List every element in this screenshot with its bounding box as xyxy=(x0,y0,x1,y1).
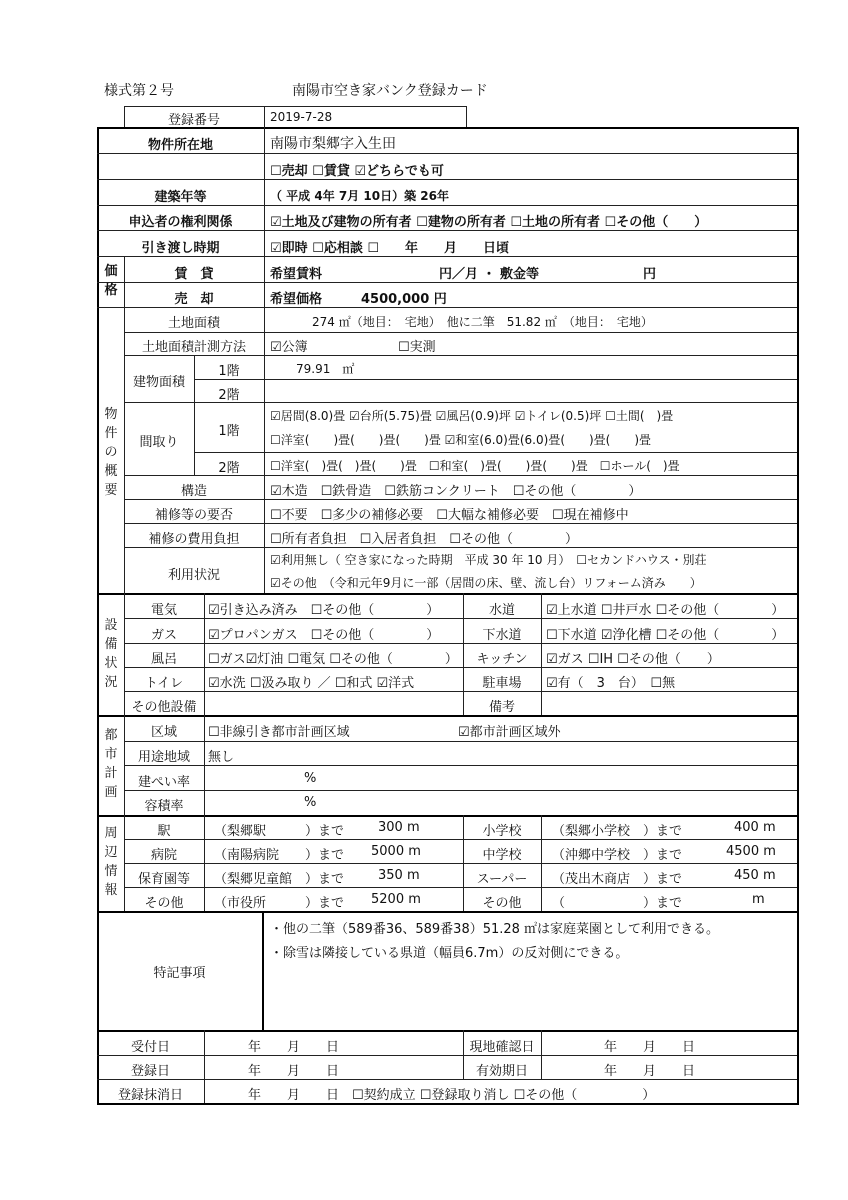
water-value: ☑上水道 ☐井戸水 ☐その他（ ） xyxy=(546,603,785,618)
surround-label: 小学校 xyxy=(482,824,522,839)
zone-value-1: ☐非線引き都市計画区域 xyxy=(208,725,350,740)
sale-value: 希望価格 4500,000 円 xyxy=(270,292,447,307)
floor1-area-label: 1階 xyxy=(218,364,240,379)
structure-label: 構造 xyxy=(180,484,207,499)
valid-date-label: 有効期日 xyxy=(475,1064,528,1079)
surround-name: （沖郷中学校 ）まで xyxy=(552,848,683,863)
usage-line1: ☑利用無し（ 空き家になった時期 平成 30 年 10 月） ☐セカンドハウス・別荘 xyxy=(270,553,707,567)
gas-value: ☑プロパンガス ☐その他（ ） xyxy=(208,628,440,643)
rights-value: ☑土地及び建物の所有者 ☐建物の所有者 ☐土地の所有者 ☐その他（ ） xyxy=(270,215,708,230)
usage-line2: ☑その他 （令和元年9月に一部（居間の床、壁、流し台）リフォーム済み ） xyxy=(270,576,702,590)
sewer-value: ☐下水道 ☑浄化槽 ☐その他（ ） xyxy=(546,628,785,643)
received-date-label: 受付日 xyxy=(130,1040,170,1055)
surround-name: （ ）まで xyxy=(552,896,683,911)
electric-label: 電気 xyxy=(150,603,177,618)
surround-label: 駅 xyxy=(157,824,171,839)
land-area-value: 274 ㎡（地目： 宅地） 他に二筆 51.82 ㎡ （地目： 宅地） xyxy=(312,315,653,329)
water-label: 水道 xyxy=(488,603,515,618)
surround-distance: 300 m xyxy=(378,820,420,835)
bath-label: 風呂 xyxy=(150,652,177,667)
surround-name: （梨郷児童館 ）まで xyxy=(214,872,345,887)
surround-distance: 4500 m xyxy=(726,844,776,859)
zone-value-2: ☑都市計画区域外 xyxy=(458,725,561,740)
city-plan-side-label: 都市計画 xyxy=(104,728,118,800)
other-equipment-label: その他設備 xyxy=(131,700,197,715)
layout-label: 間取り xyxy=(139,435,179,450)
use-zone-value: 無し xyxy=(208,750,235,765)
surround-distance: 350 m xyxy=(378,868,420,883)
surround-distance: m xyxy=(752,892,765,907)
surround-distance: 450 m xyxy=(734,868,776,883)
land-area-label: 土地面積 xyxy=(167,316,220,331)
toilet-label: トイレ xyxy=(144,676,184,691)
building-coverage-label: 建ぺい率 xyxy=(137,775,190,790)
built-label: 建築年等 xyxy=(154,190,207,205)
surround-label: その他 xyxy=(482,896,522,911)
rent-value: 希望賃料 円／月 ・ 敷金等 円 xyxy=(270,267,657,282)
measure-actual: ☐実測 xyxy=(398,340,436,355)
surround-distance: 5000 m xyxy=(371,844,421,859)
layout-floor1-label: 1階 xyxy=(218,424,240,439)
surround-label: スーパー xyxy=(476,872,528,887)
repair-cost-value: ☐所有者負担 ☐入居者負担 ☐その他（ ） xyxy=(270,532,578,547)
overview-side-label: 物件の概要 xyxy=(104,407,118,498)
zone-label: 区域 xyxy=(150,725,177,740)
sewer-label: 下水道 xyxy=(482,628,522,643)
bath-value: ☐ガス☑灯油 ☐電気 ☐その他（ ） xyxy=(208,652,458,667)
building-coverage-value: % xyxy=(304,771,317,786)
price-side-label: 価格 xyxy=(104,264,118,298)
use-zone-label: 用途地域 xyxy=(137,750,190,765)
surround-name: （南陽病院 ）まで xyxy=(214,848,345,863)
layout-floor2-label: 2階 xyxy=(218,461,240,476)
cancel-date-label: 登録抹消日 xyxy=(117,1088,183,1103)
surround-label: 保育園等 xyxy=(137,872,190,887)
surround-label: 中学校 xyxy=(482,848,522,863)
notes-line-1: ・他の二筆（589番36、589番38）51.28 ㎡は家庭菜園として利用できる。 xyxy=(270,922,720,937)
building-area-label: 建物面積 xyxy=(132,375,185,390)
repair-value: ☐不要 ☐多少の補修必要 ☐大幅な補修必要 ☐現在補修中 xyxy=(270,508,629,523)
surround-name: （茂出木商店 ）まで xyxy=(552,872,683,887)
surround-name: （市役所 ）まで xyxy=(214,896,345,911)
parking-label: 駐車場 xyxy=(482,676,522,691)
kitchen-value: ☑ガス ☐IH ☐その他（ ） xyxy=(546,652,720,667)
layout-2f: ☐洋室( )畳( )畳( )畳 ☐和室( )畳( )畳( )畳 ☐ホール( )畳 xyxy=(270,459,680,473)
floor-area-ratio-label: 容積率 xyxy=(144,799,184,814)
measure-official: ☑公簿 xyxy=(270,340,308,355)
deal-type: ☐売却 ☐賃貸 ☑どちらでも可 xyxy=(270,164,444,179)
remarks-label: 備考 xyxy=(488,700,515,715)
site-check-date-value: 年 月 日 xyxy=(604,1040,696,1055)
layout-1f-line2: ☐洋室( )畳( )畳( )畳 ☑和室(6.0)畳(6.0)畳( )畳( )畳 xyxy=(270,433,652,447)
electric-value: ☑引き込み済み ☐その他（ ） xyxy=(208,603,440,618)
measure-label: 土地面積計測方法 xyxy=(141,340,246,355)
registered-date-value: 年 月 日 xyxy=(248,1064,340,1079)
kitchen-label: キッチン xyxy=(476,652,528,667)
floor2-area-label: 2階 xyxy=(218,388,240,403)
floor1-area-value: 79.91 ㎡ xyxy=(296,362,355,376)
equipment-side-label: 設備状況 xyxy=(104,618,118,690)
location-label: 物件所在地 xyxy=(147,138,213,153)
built-value: （ 平成 4年 7月 10日）築 26年 xyxy=(270,189,449,203)
valid-date-value: 年 月 日 xyxy=(604,1064,696,1079)
parking-value: ☑有（ 3 台） ☐無 xyxy=(546,676,676,691)
cancel-date-value: 年 月 日 ☐契約成立 ☐登録取り消し ☐その他（ ） xyxy=(248,1088,656,1103)
surround-distance: 5200 m xyxy=(371,892,421,907)
rent-label: 賃 貸 xyxy=(174,267,214,282)
surround-label: その他 xyxy=(144,896,184,911)
repair-label: 補修等の要否 xyxy=(154,508,233,523)
usage-label: 利用状況 xyxy=(167,568,220,583)
notes-label: 特記事項 xyxy=(153,966,206,981)
sale-label: 売 却 xyxy=(174,292,214,307)
floor-area-ratio-value: % xyxy=(304,795,317,810)
rights-label: 申込者の権利関係 xyxy=(128,215,233,230)
handover-label: 引き渡し時期 xyxy=(141,241,220,256)
layout-1f-line1: ☑居間(8.0)畳 ☑台所(5.75)畳 ☑風呂(0.9)坪 ☑トイレ(0.5)坪 ☐土間( )畳 xyxy=(270,409,674,423)
handover-value: ☑即時 ☐応相談 ☐ 年 月 日頃 xyxy=(270,241,510,256)
structure-value: ☑木造 ☐鉄骨造 ☐鉄筋コンクリート ☐その他（ ） xyxy=(270,484,642,499)
page-title: 南陽市空き家バンク登録カード xyxy=(292,83,488,99)
surround-name: （梨郷駅 ）まで xyxy=(214,824,345,839)
surround-distance: 400 m xyxy=(734,820,776,835)
gas-label: ガス xyxy=(150,628,177,643)
repair-cost-label: 補修の費用負担 xyxy=(148,532,240,547)
site-check-date-label: 現地確認日 xyxy=(469,1040,535,1055)
form-number: 様式第２号 xyxy=(104,83,174,99)
surround-label: 病院 xyxy=(150,848,177,863)
surroundings-side-label: 周辺情報 xyxy=(104,826,118,898)
location-value: 南陽市梨郷字入生田 xyxy=(270,136,396,152)
reg-value: 2019-7-28 xyxy=(270,110,333,124)
surround-name: （梨郷小学校 ）まで xyxy=(552,824,683,839)
received-date-value: 年 月 日 xyxy=(248,1040,340,1055)
reg-label: 登録番号 xyxy=(167,113,220,128)
toilet-value: ☑水洗 ☐汲み取り ／ ☐和式 ☑洋式 xyxy=(208,676,415,691)
notes-line-2: ・除雪は隣接している県道（幅員6.7m）の反対側にできる。 xyxy=(270,946,629,961)
registered-date-label: 登録日 xyxy=(130,1064,170,1079)
